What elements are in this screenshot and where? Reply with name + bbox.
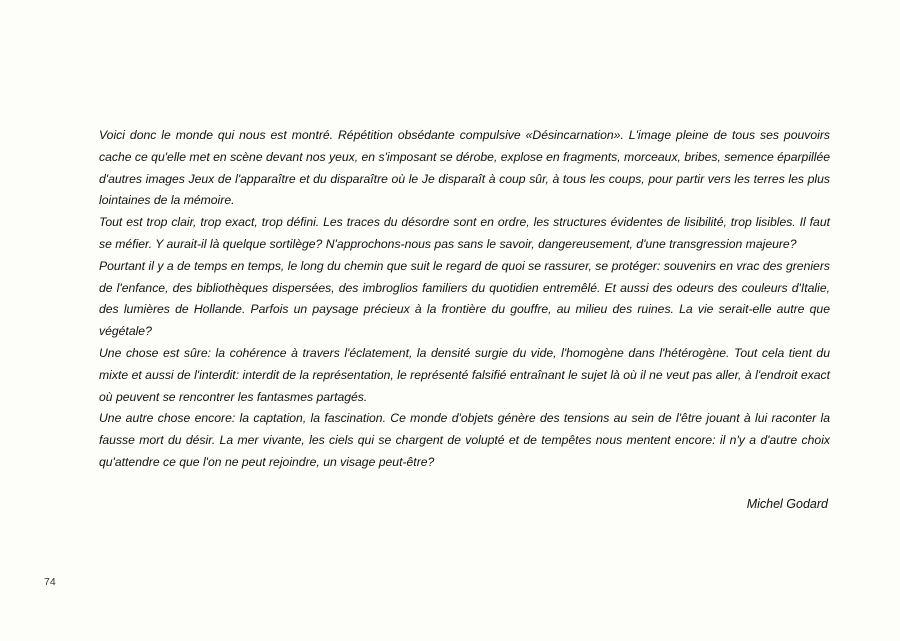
paragraph: Une chose est sûre: la cohérence à travers l'éclatement, la densité surgie du vide, l'homogène dans l'hétérogène. Tout cela tient du mixte et aussi de l'interdit: interdit de la représentation, le représenté falsifié entraînant le sujet là où il ne veut pas aller, à l'endroit exact où peuvent se rencontrer les fantasmes partagés. bbox=[99, 345, 830, 404]
body-text bbox=[99, 125, 830, 474]
paragraph: Une autre chose encore: la captation, la fascination. Ce monde d'objets génère des tensions au sein de l'être jouant à lui raconter la fausse mort du désir. La mer vivante, les ciels qui se chargent de volupté et de tempêtes nous mentent encore: il n'y a d'autre choix qu'attendre ce que l'on ne peut rejoindre, un visage peut-être? bbox=[99, 411, 830, 469]
paragraph: Pourtant il y a de temps en temps, le long du chemin que suit le regard de quoi se rassurer, se protéger: souvenirs en vrac des greniers de l'enfance, des bibliothèques dispersées, des imbroglios familiers du quotidien entremêlé. Et aussi des odeurs des couleurs d'Italie, des lumières de Hollande. Parfois un paysage précieux à la frontière du gouffre, au milieu des ruines. La vie serait-elle autre que végétale? bbox=[99, 258, 830, 339]
author-signature: Michel Godard bbox=[746, 497, 828, 511]
page-number: 74 bbox=[44, 576, 56, 588]
paragraph: Tout est trop clair, trop exact, trop défini. Les traces du désordre sont en ordre, les structures évidentes de lisibilité, trop lisibles. Il faut se méfier. Y aurait-il là quelque sortilège? N'approchons-nous pas sans le savoir, dangereusement, d'une transgression majeure? bbox=[99, 215, 830, 251]
paragraph: Voici donc le monde qui nous est montré. Répétition obsédante compulsive «Désincarnation». L'image pleine de tous ses pouvoirs cache ce qu'elle met en scène devant nos yeux, en s'imposant se dérobe, explose en fragments, morceaux, bribes, semence éparpillée d'autres images Jeux de l'apparaître et du disparaître où le Je disparaît à coup sûr, à tous les coups, pour partir vers les terres les plus lointaines de la mémoire. bbox=[99, 128, 830, 208]
